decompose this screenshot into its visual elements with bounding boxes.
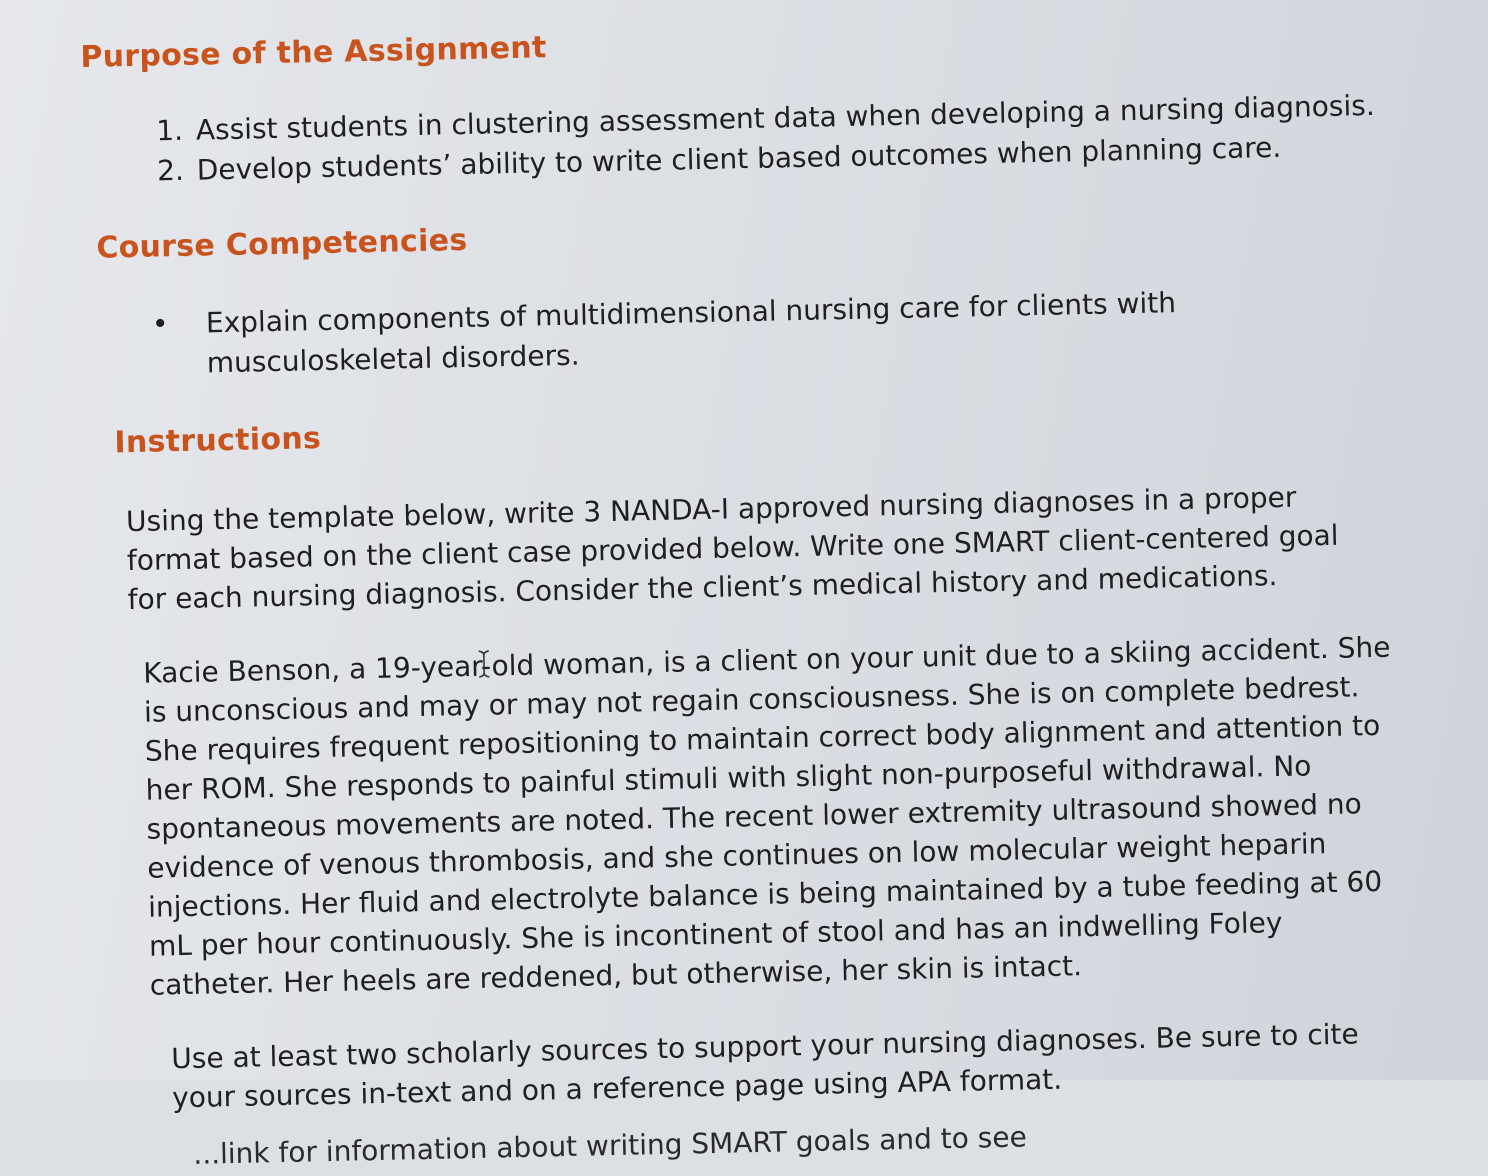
competencies-heading: Course Competencies xyxy=(95,222,468,266)
competency-item xyxy=(148,280,1317,384)
sources-paragraph: Use at least two scholarly sources to support your nursing diagnoses. Be sure to cite your sources in-text and on a reference page using APA format. xyxy=(171,1017,1359,1115)
purpose-item-1: 1. Assist students in clustering assessment data when developing a nursing diagnosis. xyxy=(192,85,1403,150)
smart-goals-link-text[interactable]: ...link for information about writing SMART goals and to see xyxy=(193,1120,1028,1171)
competency-text: Explain components of multidimensional nursing care for clients with musculoskeletal disorders. xyxy=(205,286,1177,380)
bullet-icon: • xyxy=(151,307,169,341)
instructions-heading: Instructions xyxy=(114,421,322,461)
purpose-list xyxy=(142,85,1403,191)
purpose-item-2: 2. Develop students’ ability to write client based outcomes when planning care. xyxy=(192,125,1403,190)
competencies-list xyxy=(148,278,1407,384)
text-cursor-icon xyxy=(478,650,490,678)
purpose-heading: Purpose of the Assignment xyxy=(80,30,547,75)
client-case-paragraph: Kacie Benson, a 19-year-old woman, is a client on your unit due to a skiing accident. She is unconscious and may or may not regain consciousness. She is on complete bedrest. She requires frequent repositioning to maintain correct body alignment and attention to her ROM. She responds to painful stimuli with slight non-purposeful withdrawal. No spontaneous movements are noted. The recent lower extremity ultrasound showed no evidence of venous thrombosis, and she continues on low molecular weight heparin injections. Her fluid and electrolyte balance is being maintained by a tube feeding at 60 mL per hour continuously. She is incontinent of stool and has an indwelling Foley catheter. Her heels are reddened, but otherwise, her skin is intact. xyxy=(142,630,1391,1002)
assignment-document xyxy=(80,12,1424,1175)
instructions-intro: Using the template below, write 3 NANDA-I approved nursing diagnoses in a proper format based on the client case provided below. Write one SMART client-centered goal for each nursing diagnosis. Consider the client’s medical history and medications. xyxy=(125,480,1339,617)
